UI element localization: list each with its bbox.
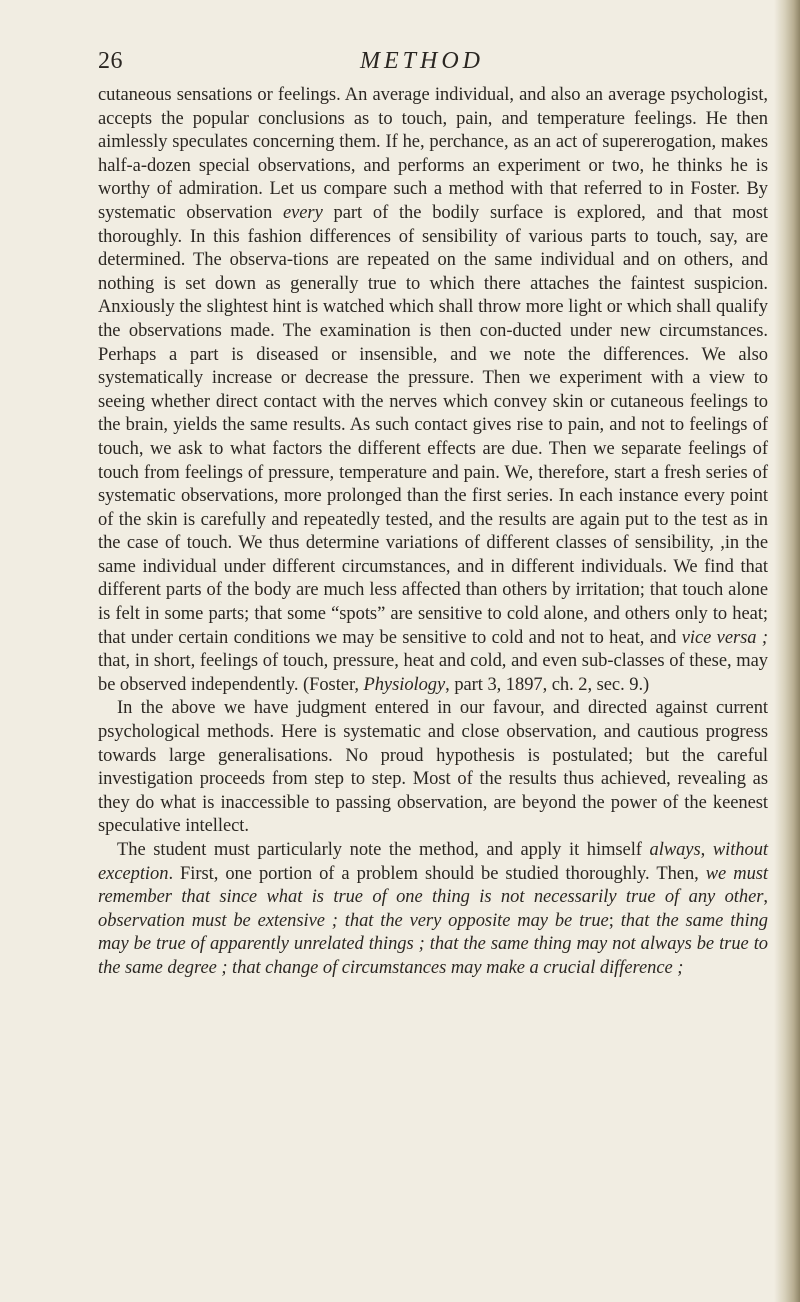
- running-head: METHOD: [360, 48, 484, 74]
- italic-segment: every: [282, 202, 323, 223]
- text-segment: part of the bodily surface is explored, and that most thoroughly. In this fashion differences of sensibility of various parts to touch, say, are determined. The observa-tions are repeated on the same individual and on others, and nothing is set down as generally true to which there attaches the faintest suspicion. Anxiously the slightest hint is watched which shall throw more light or which shall qualify the observations made. The examination is then con-ducted under new circumstances. Perhaps a part is diseased or insensible, and we note the differences. We also systematically increase or decrease the pressure. Then we experiment with a view to seeing whether direct contact with the nerves which convey skin or cutaneous feelings to the brain, yields the same results. As such contact gives rise to pain, and not to feelings of touch, we ask to what factors the different effects are due. Then we separate feelings of touch from feelings of pressure, temperature and pain. We, therefore, start a fresh series of systematic observations, more prolonged than the first series. In each instance every point of the skin is carefully and repeatedly tested, and the results are again put to the test as in the case of touch. We thus determine variations of different classes of sensibility, ,in the same individual under different circumstances, and in different individuals. We find that different parts of the body are much less affected than others by irritation; that touch alone is felt in some parts; that some “spots” are sensitive to cold alone, and others only to heat; that under certain conditions we may be sensitive to cold and not to heat, and: [98, 202, 768, 648]
- body-text: [98, 84, 768, 981]
- italic-segment: we must remember that since what is true of one thing is not necessarily true of any other: [98, 863, 769, 908]
- text-segment: . First, one portion of a problem should be studied thoroughly. Then,: [168, 863, 706, 884]
- text-segment: ;: [608, 910, 621, 931]
- text-segment: ,: [763, 887, 768, 908]
- text-segment: , part 3, 1897, ch. 2, sec. 9.): [445, 674, 650, 695]
- text-segment: that, in short, feelings of touch, pressure, heat and cold, and even sub-classes of these, may be observed independently. (Foster,: [98, 651, 768, 695]
- text-segment: The student must particularly note the method, and apply it himself: [117, 840, 650, 860]
- paragraph-3: [98, 839, 768, 981]
- paragraph-2: [98, 697, 768, 839]
- page-edge-shadow: [774, 0, 800, 1302]
- paragraph-1: [98, 84, 768, 697]
- text-segment: cutaneous sensations or feelings. An average individual, and also an average psychologist, accepts the popular conclusions as to touch, pain, and temperature feelings. He then aimlessly speculates concerning them. If he, perchance, as an act of supererogation, makes half-a-dozen special observations, and performs an experiment or two, he thinks he is worthy of admiration. Let us compare such a method with that referred to in Foster. By systematic observation: [98, 85, 768, 223]
- italic-segment: always: [649, 840, 701, 860]
- italic-segment: Physiology: [363, 674, 446, 695]
- italic-segment: vice versa ;: [681, 627, 769, 648]
- text-segment: ,: [700, 840, 713, 860]
- italic-segment: without exception: [98, 840, 768, 884]
- page-number: 26: [98, 48, 123, 74]
- italic-segment: that the same thing may be true of apparently unrelated things ; that the same thing may not always be true to the same degree ; that change of circumstances may make a crucial difference ;: [98, 910, 768, 978]
- text-segment: In the above we have judgment entered in our favour, and directed against current psychological methods. Here is systematic and close observation, and cautious progress towards large generalisations. No proud hypothesis is postulated; but the careful investigation proceeds from step to step. Most of the results thus achieved, revealing as they do what is inaccessible to passing observation, are beyond the power of the keenest speculative intellect.: [98, 698, 768, 837]
- page-header: [0, 18, 800, 74]
- italic-segment: observation must be extensive ; that the very opposite may be true: [98, 910, 609, 931]
